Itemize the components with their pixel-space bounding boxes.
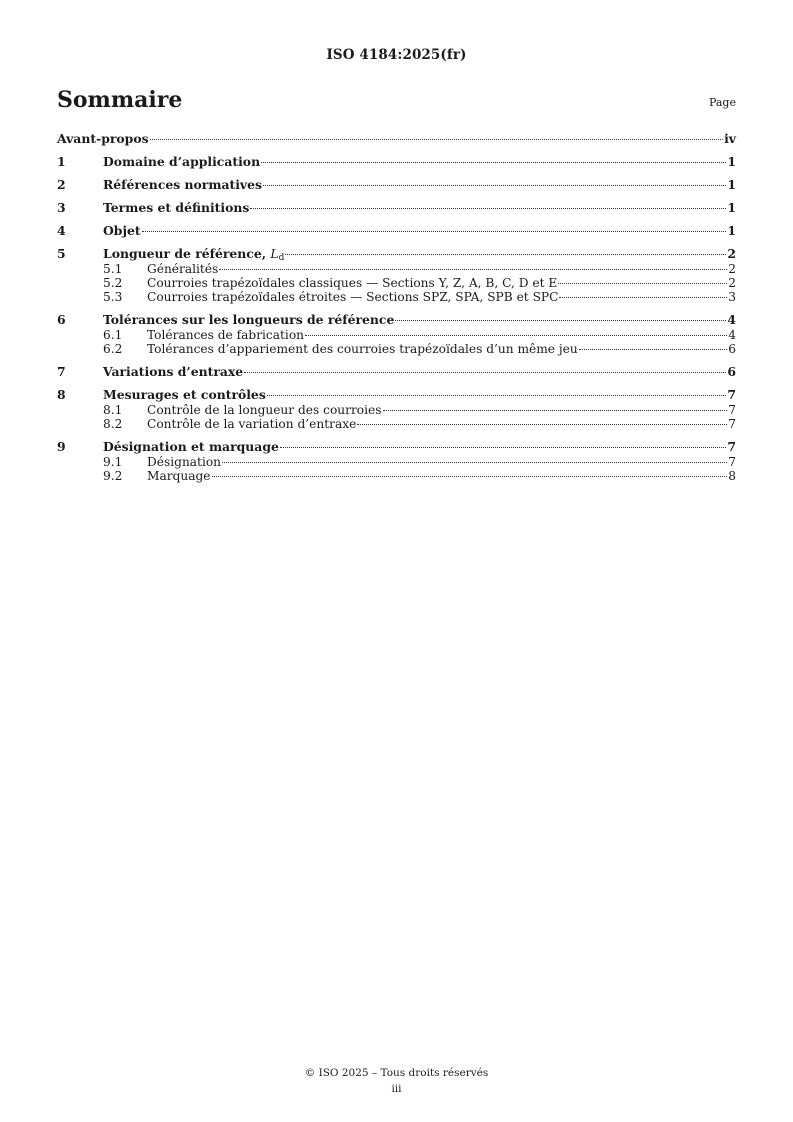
dot-leader: [285, 254, 726, 255]
toc-entry-5-2[interactable]: [57, 276, 736, 290]
toc-entry-label: Contrôle de la longueur des courroies: [147, 403, 382, 417]
toc-entry-label: Tolérances sur les longueurs de référence: [103, 312, 395, 327]
dot-leader: [280, 447, 727, 448]
toc-entry-5-1[interactable]: [57, 262, 736, 276]
page-number: iii: [391, 1083, 402, 1095]
toc-entry-number: 3: [57, 200, 66, 215]
toc-entry-number: 8.2: [103, 417, 123, 431]
toc-entry-page: 2: [728, 276, 736, 290]
page-column-label: Page: [708, 96, 736, 109]
toc-entry-label: Références normatives: [103, 177, 262, 192]
toc-entry-page: 7: [728, 455, 736, 469]
toc-entry-number: 6.2: [103, 342, 123, 356]
toc-entry-number: 5.3: [103, 290, 123, 304]
page-title: Sommaire: [57, 87, 183, 113]
toc-entry-page: 6: [727, 364, 736, 379]
dot-leader: [395, 320, 726, 321]
toc-entry-label: Tolérances de fabrication: [147, 328, 305, 342]
copyright-footer: © ISO 2025 – Tous droits réservés: [304, 1067, 489, 1079]
title-row: [57, 85, 736, 113]
dot-leader: [244, 372, 726, 373]
toc-entry-8-2[interactable]: [57, 417, 736, 431]
toc-entry-page: 7: [727, 387, 736, 402]
dot-leader: [383, 410, 728, 411]
toc-entry-label: Termes et définitions: [103, 200, 250, 215]
toc-entry-number: 9.1: [103, 455, 123, 469]
dot-leader: [261, 162, 726, 163]
toc-entry-number: 4: [57, 223, 66, 238]
table-of-contents: [57, 131, 736, 483]
toc-entry-label: Objet: [103, 223, 141, 238]
toc-entry-4[interactable]: [57, 223, 736, 238]
toc-entry-5-3[interactable]: [57, 290, 736, 304]
toc-entry-number: 5: [57, 246, 66, 261]
toc-entry-label: Contrôle de la variation d’entraxe: [147, 417, 357, 431]
toc-entry-5[interactable]: [57, 246, 736, 261]
toc-entry-label: Tolérances d’appariement des courroies trapézoïdales d’un même jeu: [147, 342, 578, 356]
dot-leader: [212, 476, 728, 477]
toc-entry-page: 1: [727, 223, 736, 238]
toc-entry-page: 1: [727, 200, 736, 215]
toc-entry-page: 1: [727, 154, 736, 169]
dot-leader: [250, 208, 726, 209]
toc-entry-number: 6: [57, 312, 66, 327]
toc-entry-number: 2: [57, 177, 66, 192]
toc-entry-1[interactable]: [57, 154, 736, 169]
toc-entry-label-text: Longueur de référence,: [103, 246, 271, 261]
toc-entry-label: Avant-propos: [57, 131, 149, 146]
toc-entry-3[interactable]: [57, 200, 736, 215]
toc-entry-number: 5.1: [103, 262, 123, 276]
dot-leader: [222, 462, 727, 463]
toc-entry-6-2[interactable]: [57, 342, 736, 356]
toc-entry-number: 8: [57, 387, 66, 402]
toc-entry-page: 4: [728, 328, 736, 342]
toc-entry-page: 2: [727, 246, 736, 261]
toc-entry-label: Domaine d’application: [103, 154, 261, 169]
dot-leader: [579, 349, 728, 350]
toc-entry-number: 9: [57, 439, 66, 454]
toc-entry-page: iv: [724, 131, 736, 146]
toc-entry-6[interactable]: [57, 312, 736, 327]
toc-entry-page: 6: [728, 342, 736, 356]
dot-leader: [558, 283, 727, 284]
toc-entry-9-2[interactable]: [57, 469, 736, 483]
toc-entry-7[interactable]: [57, 364, 736, 379]
math-variable: L: [270, 246, 279, 261]
toc-entry-number: 9.2: [103, 469, 123, 483]
toc-entry-page: 1: [727, 177, 736, 192]
toc-entry-6-1[interactable]: [57, 328, 736, 342]
toc-entry-label: Mesurages et contrôles: [103, 387, 266, 402]
toc-entry-number: 5.2: [103, 276, 123, 290]
dot-leader: [142, 231, 727, 232]
toc-entry-label: Généralités: [147, 262, 219, 276]
dot-leader: [267, 395, 727, 396]
dot-leader: [219, 269, 727, 270]
dot-leader: [263, 185, 726, 186]
math-subscript: d: [278, 253, 285, 263]
toc-entry-label: Variations d’entraxe: [103, 364, 244, 379]
dot-leader: [559, 297, 727, 298]
toc-entry-8[interactable]: [57, 387, 736, 402]
toc-entry-page: 7: [728, 403, 736, 417]
dot-leader: [150, 139, 724, 140]
toc-entry-number: 7: [57, 364, 66, 379]
dot-leader: [357, 424, 727, 425]
toc-entry-label: Désignation et marquage: [103, 439, 279, 454]
toc-entry-number: 6.1: [103, 328, 123, 342]
toc-entry-label: Désignation: [147, 455, 222, 469]
toc-entry-page: 7: [728, 417, 736, 431]
toc-entry-page: 2: [728, 262, 736, 276]
toc-entry-number: 1: [57, 154, 66, 169]
toc-entry-number: 8.1: [103, 403, 123, 417]
toc-entry-label: Courroies trapézoïdales étroites — Sections SPZ, SPA, SPB et SPC: [147, 290, 559, 304]
toc-entry-label: Courroies trapézoïdales classiques — Sections Y, Z, A, B, C, D et E: [147, 276, 558, 290]
toc-entry-avant-propos[interactable]: [57, 131, 736, 146]
toc-entry-page: 8: [728, 469, 736, 483]
document-id: ISO 4184:2025(fr): [326, 47, 467, 63]
toc-entry-8-1[interactable]: [57, 403, 736, 417]
toc-entry-2[interactable]: [57, 177, 736, 192]
dot-leader: [305, 335, 727, 336]
toc-entry-label: Marquage: [147, 469, 211, 483]
toc-entry-page: 4: [727, 312, 736, 327]
toc-entry-9-1[interactable]: [57, 455, 736, 469]
toc-entry-page: 3: [728, 290, 736, 304]
toc-entry-9[interactable]: [57, 439, 736, 454]
toc-entry-page: 7: [727, 439, 736, 454]
